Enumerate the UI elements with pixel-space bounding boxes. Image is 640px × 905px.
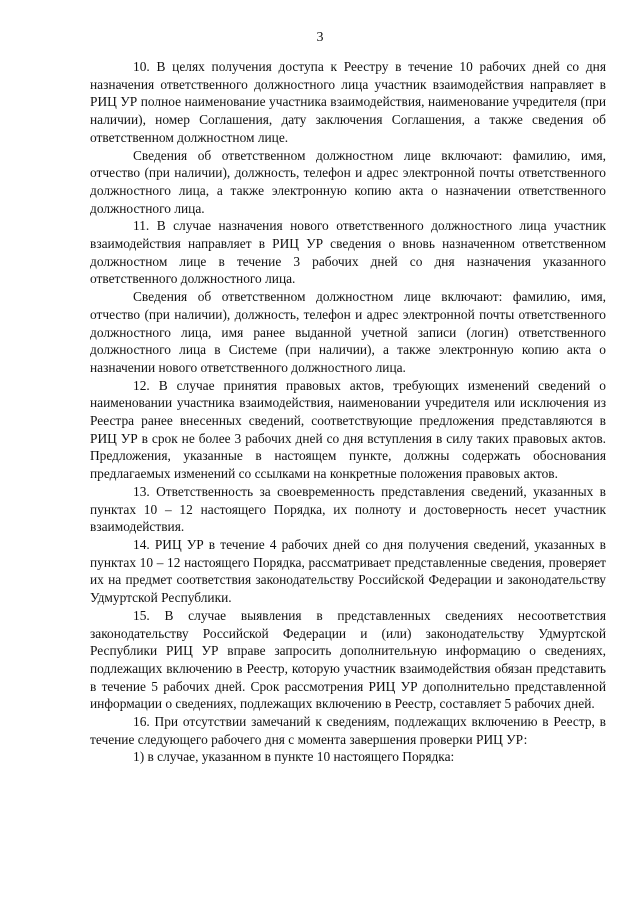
paragraph-10-details: Сведения об ответственном должностном лице включают: фамилию, имя, отчество (при наличии), должность, телефон и адрес электронной почты ответственного должностного лица, а также электронную копию акта о назначении ответственного должностного лица. <box>90 147 606 216</box>
paragraph-10: 10. В целях получения доступа к Реестру в течение 10 рабочих дней со дня назначения ответственного должностного лица участник взаимодействия направляет в РИЦ УР полное наименование участника взаимодействия, наименование учредителя (при наличии), номер Соглашения, дату заключения Соглашения, а также сведения об ответственном должностном лице. <box>90 59 606 145</box>
paragraph-11-details: Сведения об ответственном должностном лице включают: фамилию, имя, отчество (при наличии), должность, телефон и адрес электронной почты ответственного должностного лица, имя ранее выданной учетной записи (логин) ответственного должностного лица в Системе (при наличии), а также электронную копию акта о назначении нового ответственного должностного лица. <box>90 289 606 375</box>
page-number: 3 <box>316 30 324 45</box>
paragraph-11: 11. В случае назначения нового ответственного должностного лица участник взаимодействия направляет в РИЦ УР сведения о вновь назначенном ответственном должностном лице в течение 3 рабочих дней со дня назначения указанного ответственного должностного лица. <box>90 218 606 287</box>
paragraph-12: 12. В случае принятия правовых актов, требующих изменений сведений о наименовании участника взаимодействия, наименовании учредителя или исключения из Реестра ранее внесенных сведений, соответствующие предложения представляются в РИЦ УР в срок не более 3 рабочих дней со дня вступления в силу таких правовых актов. Предложения, указанные в настоящем пункте, должны содержать обоснования предлагаемых изменений со ссылками на конкретные положения правовых актов. <box>90 377 606 482</box>
paragraph-16-item-1: 1) в случае, указанном в пункте 10 настоящего Порядка: <box>133 749 455 765</box>
paragraph-16: 16. При отсутствии замечаний к сведениям, подлежащих включению в Реестр, в течение следующего рабочего дня с момента завершения проверки РИЦ УР: <box>90 714 606 747</box>
paragraph-15: 15. В случае выявления в представленных сведениях несоответствия законодательству Российской Федерации и (или) законодательству Удмуртской Республики РИЦ УР вправе запросить дополнительную информацию о сведениях, подлежащих включению в Реестр, которую участник взаимодействия обязан представить в течение 5 рабочих дней. Срок рассмотрения РИЦ УР дополнительно представленной информации о сведениях, подлежащих включению в Реестр, составляет 5 рабочих дней. <box>90 607 606 712</box>
paragraph-13: 13. Ответственность за своевременность представления сведений, указанных в пунктах 10 – 12 настоящего Порядка, их полноту и достоверность несет участник взаимодействия. <box>90 483 606 535</box>
paragraph-14: 14. РИЦ УР в течение 4 рабочих дней со дня получения сведений, указанных в пунктах 10 – 12 настоящего Порядка, рассматривает представленные сведения, проверяет их на предмет соответствия законодательству Российской Федерации и законодательству Удмуртской Республики. <box>90 536 606 606</box>
document-body <box>90 58 606 766</box>
